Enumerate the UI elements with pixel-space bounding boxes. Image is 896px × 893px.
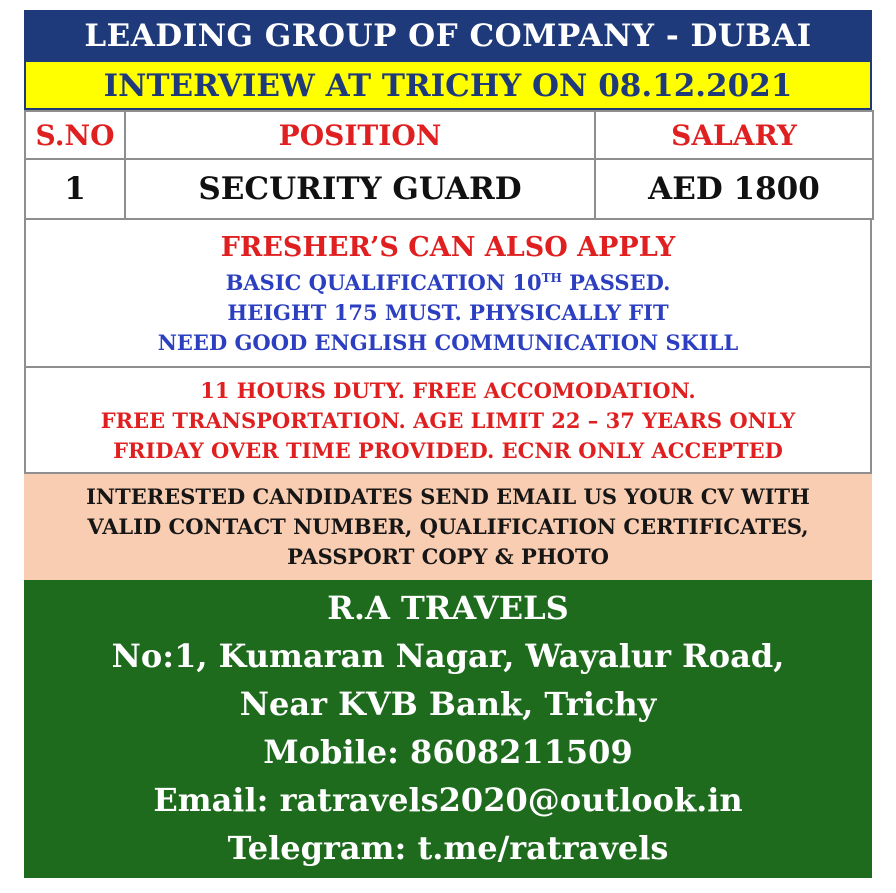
column-header-sno: S.NO: [25, 111, 125, 159]
qualification-line: [26, 263, 870, 298]
qualification-prefix: BASIC QUALIFICATION 10: [225, 270, 542, 295]
terms-section: [24, 368, 872, 474]
apply-instructions: [24, 474, 872, 580]
email-address: Email: ratravels2020@outlook.in: [153, 781, 743, 819]
address-line-1: No:1, Kumaran Nagar, Wayalur Road,: [111, 637, 785, 675]
table-header-row: [25, 111, 873, 159]
cell-sno: 1: [25, 159, 125, 219]
freshers-headline: FRESHER’S CAN ALSO APPLY: [220, 232, 676, 263]
cell-salary: AED 1800: [595, 159, 873, 219]
telegram-link: Telegram: t.me/ratravels: [227, 829, 669, 867]
height-line: HEIGHT 175 MUST. PHYSICALLY FIT: [227, 300, 669, 325]
interview-date-banner: INTERVIEW AT TRICHY ON 08.12.2021: [24, 62, 872, 110]
table-row: [25, 159, 873, 219]
qualification-suffix: PASSED.: [561, 270, 671, 295]
address-line-2: Near KVB Bank, Trichy: [239, 685, 657, 723]
column-header-salary: SALARY: [595, 111, 873, 159]
english-line: NEED GOOD ENGLISH COMMUNICATION SKILL: [157, 330, 739, 355]
job-poster: [24, 10, 872, 878]
column-header-position: POSITION: [125, 111, 595, 159]
mobile-number: Mobile: 8608211509: [263, 733, 633, 771]
position-table: [24, 110, 874, 220]
apply-line-1: INTERESTED CANDIDATES SEND EMAIL US YOUR CV WITH: [86, 484, 810, 509]
apply-line-2: VALID CONTACT NUMBER, QUALIFICATION CERTIFICATES,: [87, 514, 809, 539]
terms-line-overtime: FRIDAY OVER TIME PROVIDED. ECNR ONLY ACCEPTED: [113, 438, 783, 463]
apply-line-3: PASSPORT COPY & PHOTO: [287, 544, 609, 569]
company-name: R.A TRAVELS: [327, 589, 569, 627]
terms-line-duty: 11 HOURS DUTY. FREE ACCOMODATION.: [200, 378, 696, 403]
poster-title: LEADING GROUP OF COMPANY - DUBAI: [24, 10, 872, 62]
qualification-sup: TH: [541, 271, 562, 285]
cell-position: SECURITY GUARD: [125, 159, 595, 219]
contact-section: [24, 580, 872, 878]
terms-line-transport: FREE TRANSPORTATION. AGE LIMIT 22 – 37 YEARS ONLY: [100, 408, 796, 433]
requirements-section: [24, 220, 872, 368]
